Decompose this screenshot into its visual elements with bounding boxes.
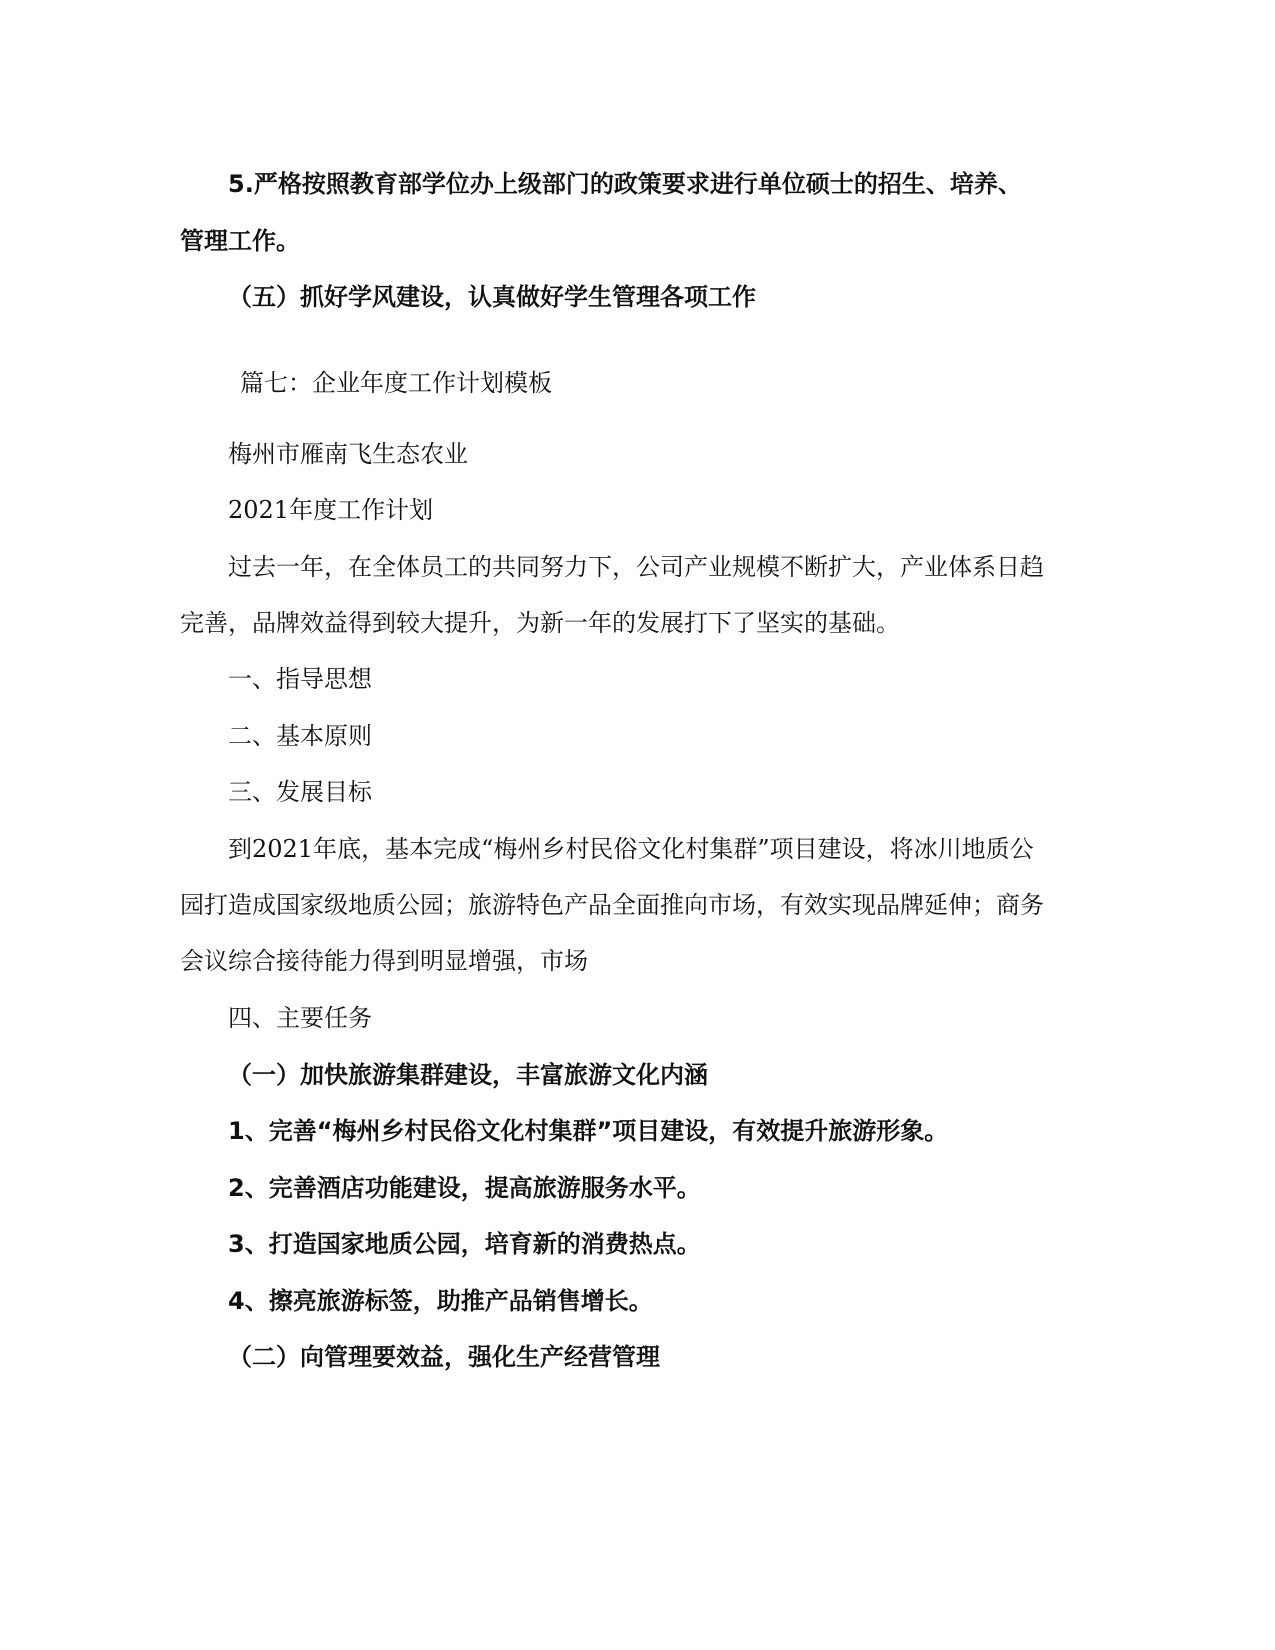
task1-item4: 4、擦亮旅游标签，助推产品销售增长。 xyxy=(228,1287,653,1315)
goal-line3: 会议综合接待能力得到明显增强，市场 xyxy=(180,947,588,975)
task1-item2: 2、完善酒店功能建设，提高旅游服务水平。 xyxy=(228,1174,701,1202)
section-guiding-ideology: 一、指导思想 xyxy=(228,665,372,693)
goal-line2: 园打造成国家级地质公园；旅游特色产品全面推向市场，有效实现品牌延伸；商务 xyxy=(180,891,1044,919)
section-basic-principles: 二、基本原则 xyxy=(228,722,372,750)
section-main-tasks: 四、主要任务 xyxy=(228,1004,372,1032)
company-name: 梅州市雁南飞生态农业 xyxy=(228,440,468,468)
goal-line1: 到2021年底，基本完成“梅州乡村民俗文化村集群”项目建设，将冰川地质公 xyxy=(228,835,1034,863)
section-heading-wu: （五）抓好学风建设，认真做好学生管理各项工作 xyxy=(228,283,756,311)
intro-line1: 过去一年，在全体员工的共同努力下，公司产业规模不断扩大，产业体系日趋 xyxy=(228,553,1044,581)
section-development-goals: 三、发展目标 xyxy=(228,778,372,806)
task1-item3: 3、打造国家地质公园，培育新的消费热点。 xyxy=(228,1230,701,1258)
item5-line2: 管理工作。 xyxy=(180,227,300,255)
task1-item1: 1、完善“梅州乡村民俗文化村集群”项目建设，有效提升旅游形象。 xyxy=(228,1117,949,1145)
task2-heading: （二）向管理要效益，强化生产经营管理 xyxy=(228,1343,660,1371)
plan-title: 2021年度工作计划 xyxy=(228,496,434,524)
intro-line2: 完善，品牌效益得到较大提升，为新一年的发展打下了坚实的基础。 xyxy=(180,609,900,637)
item5-line1: 5.严格按照教育部学位办上级部门的政策要求进行单位硕士的招生、培养、 xyxy=(228,170,1022,198)
task1-heading: （一）加快旅游集群建设，丰富旅游文化内涵 xyxy=(228,1061,708,1089)
chapter-heading: 篇七：企业年度工作计划模板 xyxy=(240,369,552,397)
